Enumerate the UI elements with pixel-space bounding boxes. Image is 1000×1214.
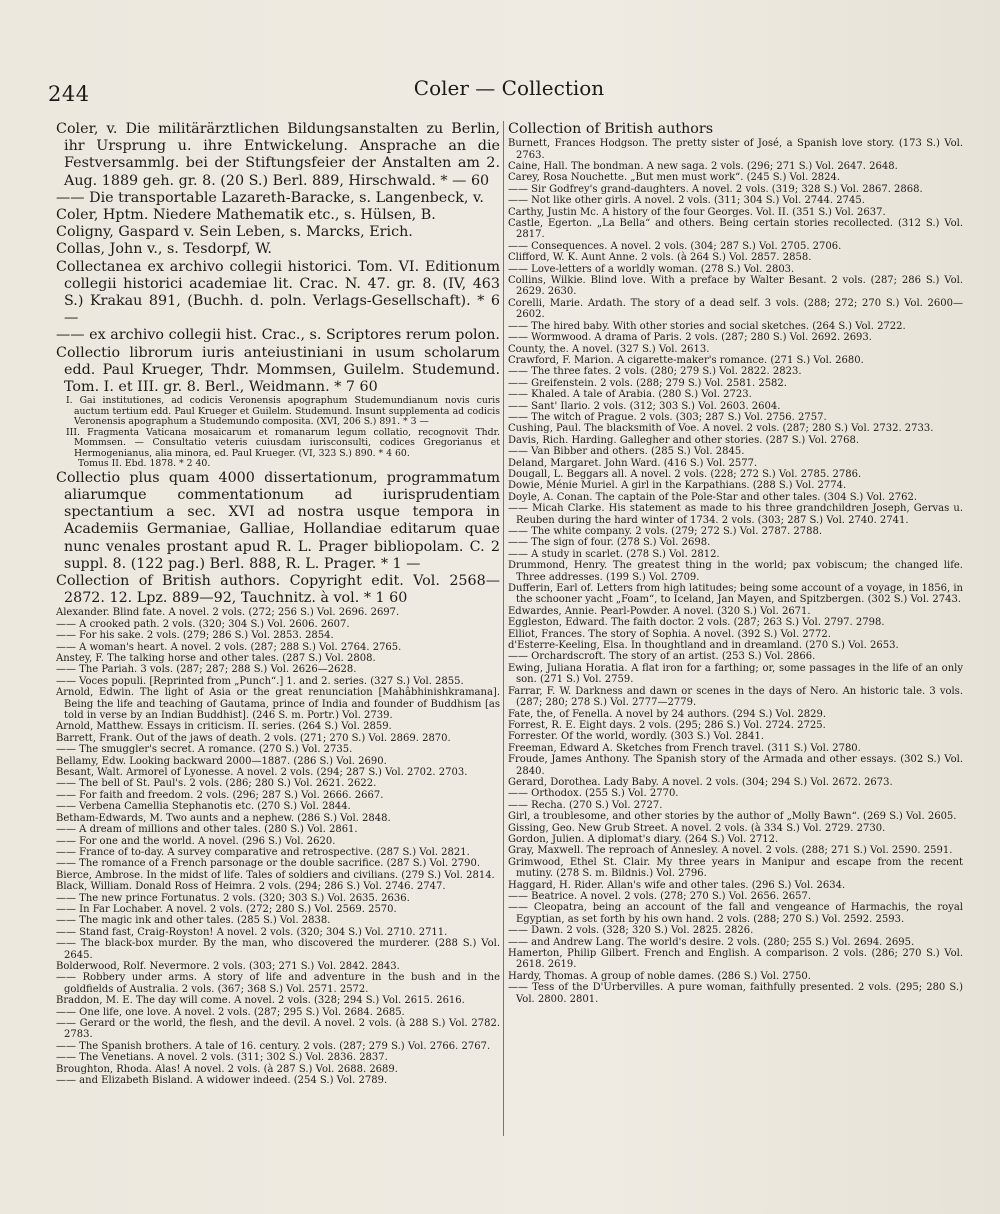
- index-entry: —— Orchardscroft. The story of an artist. (253 S.) Vol. 2866.: [508, 651, 816, 663]
- index-entry: d'Esterre-Keeling, Elsa. In thoughtland and in dreamland. (270 S.) Vol. 2653.: [508, 640, 899, 652]
- index-entry: Ewing, Juliana Horatia. A flat iron for a farthing; or, some passages in the life of an only son. (271 S.) Vol. 2759.: [508, 662, 963, 686]
- index-entry: Freeman, Edward A. Sketches from French travel. (311 S.) Vol. 2780.: [508, 742, 861, 754]
- index-entry: Coler, Hptm. Niedere Mathematik etc., s. Hülsen, B.: [56, 207, 436, 224]
- index-entry: —— Wormwood. A drama of Paris. 2 vols. (287; 280 S.) Vol. 2692. 2693.: [508, 332, 872, 344]
- index-entry: Carthy, Justin Mc. A history of the four Georges. Vol. II. (351 S.) Vol. 2637.: [508, 206, 886, 218]
- index-entry: I. Gai institutiones, ad codicis Veronensis apographum Studemundianum novis curis auctum tertium edd. Paul Krueger et Guilelm. Studemund. Insunt supplementa ad codicis Veronensis apographum a Studemundo composita. (XVI, 206 S.) 891. * 3 —: [66, 395, 500, 428]
- index-entry: Farrar, F. W. Darkness and dawn or scenes in the days of Nero. An historic tale. 3 vols. (287; 280; 278 S.) Vol. 2777—2779.: [508, 685, 963, 709]
- index-entry: Davis, Rich. Harding. Gallegher and other stories. (287 S.) Vol. 2768.: [508, 434, 860, 446]
- index-entry: —— The three fates. 2 vols. (280; 279 S.) Vol. 2822. 2823.: [508, 366, 802, 378]
- index-entry: —— Greifenstein. 2 vols. (288; 279 S.) Vol. 2581. 2582.: [508, 377, 787, 389]
- index-entry: —— Gerard or the world, the flesh, and the devil. A novel. 2 vols. (à 288 S.) Vol. 2782. 2783.: [56, 1018, 500, 1041]
- index-entry: Coligny, Gaspard v. Sein Leben, s. Marcks, Erich.: [56, 224, 413, 241]
- index-entry: —— Cleopatra, being an account of the fall and vengeance of Harmachis, the royal Egyptian, as set forth by his own hand. 2 vols. (288; 270 S.) Vol. 2592. 2593.: [508, 902, 963, 925]
- index-entry: Carey, Rosa Nouchette. „But men must work“. (245 S.) Vol. 2824.: [508, 172, 841, 184]
- index-entry: —— The sign of four. (278 S.) Vol. 2698.: [508, 537, 711, 549]
- index-entry: —— The witch of Prague. 2 vols. (303; 287 S.) Vol. 2756. 2757.: [508, 411, 827, 423]
- index-entry: Girl, a troublesome, and other stories by the author of „Molly Bawn“. (269 S.) Vol. 2605.: [508, 811, 957, 823]
- index-entry: —— A crooked path. 2 vols. (320; 304 S.) Vol. 2606. 2607.: [56, 618, 350, 630]
- index-entry: Broughton, Rhoda. Alas! A novel. 2 vols. (à 287 S.) Vol. 2688. 2689.: [56, 1063, 398, 1075]
- index-entry: Eggleston, Edward. The faith doctor. 2 vols. (287; 263 S.) Vol. 2797. 2798.: [508, 617, 885, 629]
- index-entry: —— The white company. 2 vols. (279; 272 S.) Vol. 2787. 2788.: [508, 526, 823, 538]
- index-entry: —— Die transportable Lazareth-Baracke, s. Langenbeck, v.: [56, 189, 484, 206]
- index-entry: —— One life, one love. A novel. 2 vols. (287; 295 S.) Vol. 2684. 2685.: [56, 1006, 405, 1018]
- index-entry: —— The Venetians. A novel. 2 vols. (311; 302 S.) Vol. 2836. 2837.: [56, 1052, 388, 1064]
- index-entry: —— Consequences. A novel. 2 vols. (304; 287 S.) Vol. 2705. 2706.: [508, 240, 842, 252]
- index-entry: —— The Pariah. 3 vols. (287; 287; 288 S.) Vol. 2626—2628.: [56, 664, 357, 676]
- index-entry: Collectanea ex archivo collegii historici. Tom. VI. Editionum collegii historici academiae lit. Crac. N. 47. gr. 8. (IV, 463 S.) Krakau 891, (Buchh. d. poln. Verlags-Gesellschaft). * 6 —: [56, 258, 500, 327]
- index-entry: Fate, the, of Fenella. A novel by 24 authors. (294 S.) Vol. 2829.: [508, 708, 827, 720]
- index-entry: Froude, James Anthony. The Spanish story of the Armada and other essays. (302 S.) Vol. 2840.: [508, 754, 963, 777]
- index-entry: Elliot, Frances. The story of Sophia. A novel. (392 S.) Vol. 2772.: [508, 628, 831, 640]
- index-entry: —— Recha. (270 S.) Vol. 2727.: [508, 799, 663, 811]
- right-column: [508, 121, 963, 1141]
- index-entry: Collins, Wilkie. Blind love. With a preface by Walter Besant. 2 vols. (287; 286 S.) Vol. 2629. 2630.: [508, 275, 963, 298]
- index-entry: —— and Andrew Lang. The world's desire. 2 vols. (280; 255 S.) Vol. 2694. 2695.: [508, 936, 915, 948]
- index-entry: Gordon, Julien. A diplomat's diary. (264 S.) Vol. 2712.: [508, 833, 779, 845]
- index-entry: —— Verbena Camellia Stephanotis etc. (270 S.) Vol. 2844.: [56, 801, 351, 813]
- index-entry: Deland, Margaret. John Ward. (416 S.) Vol. 2577.: [508, 457, 758, 469]
- index-entry: Forrest, R. E. Eight days. 2 vols. (295; 286 S.) Vol. 2724. 2725.: [508, 719, 826, 731]
- index-entry: —— For his sake. 2 vols. (279; 286 S.) Vol. 2853. 2854.: [56, 630, 334, 642]
- index-entry: —— The new prince Fortunatus. 2 vols. (320; 303 S.) Vol. 2635. 2636.: [56, 892, 410, 904]
- index-entry: —— In Far Lochaber. A novel. 2 vols. (272; 280 S.) Vol. 2569. 2570.: [56, 903, 397, 915]
- index-entry: Clifford, W. K. Aunt Anne. 2 vols. (à 264 S.) Vol. 2857. 2858.: [508, 252, 812, 264]
- index-entry: Arnold, Edwin. The light of Asia or the great renunciation [Mahâbhinishkramana]. Being the life and teaching of Gautama, prince of India and founder of Buddhism [as told in verse by an Indian Buddhist]. (246 S. m. Portr.) Vol. 2739.: [56, 687, 500, 722]
- index-entry: Grimwood, Ethel St. Clair. My three years in Manipur and escape from the recent mutiny. (278 S. m. Bildnis.) Vol. 2796.: [508, 856, 963, 880]
- index-entry: Betham-Edwards, M. Two aunts and a nephew. (286 S.) Vol. 2848.: [56, 812, 391, 824]
- index-entry: Gray, Maxwell. The reproach of Annesley. A novel. 2 vols. (288; 271 S.) Vol. 2590. 2591.: [508, 845, 953, 857]
- index-entry: —— Voces populi. [Reprinted from „Punch“.] 1. and 2. series. (327 S.) Vol. 2855.: [56, 675, 464, 687]
- index-entry: —— and Elizabeth Bisland. A widower indeed. (254 S.) Vol. 2789.: [56, 1075, 388, 1087]
- index-entry: —— For one and the world. A novel. (296 S.) Vol. 2620.: [56, 835, 336, 847]
- index-entry: Tomus II. Ebd. 1878. * 2 40.: [78, 458, 211, 470]
- index-entry: Forrester. Of the world, wordly. (303 S.) Vol. 2841.: [508, 731, 765, 743]
- index-entry: Collectio plus quam 4000 dissertationum, programmatum aliarumque commentationum ad iurisprudentiam spectantium a sec. XVI ad nostra usque tempora in Academiis Germaniae, Galliae, Hollandiae editarum quae nunc venales prostant apud R. L. Prager bibliopolam. C. 2 suppl. 8. (122 pag.) Berl. 888, R. L. Prager. * 1 —: [56, 469, 500, 572]
- index-entry: Black, William. Donald Ross of Heimra. 2 vols. (294; 286 S.) Vol. 2746. 2747.: [56, 881, 446, 893]
- index-entry: Castle, Egerton. „La Bella“ and others. Being certain stories recollected. (312 S.) Vol. 2817.: [508, 218, 963, 241]
- index-entry: —— The smuggler's secret. A romance. (270 S.) Vol. 2735.: [56, 744, 353, 756]
- index-entry: Collas, John v., s. Tesdorpf, W.: [56, 241, 272, 258]
- index-entry: Dowie, Ménie Muriel. A girl in the Karpathians. (288 S.) Vol. 2774.: [508, 480, 847, 492]
- index-entry: —— Not like other girls. A novel. 2 vols. (311; 304 S.) Vol. 2744. 2745.: [508, 195, 865, 207]
- index-entry: —— Stand fast, Craig-Royston! A novel. 2 vols. (320; 304 S.) Vol. 2710. 2711.: [56, 926, 448, 938]
- index-entry: Gerard, Dorothea. Lady Baby. A novel. 2 vols. (304; 294 S.) Vol. 2672. 2673.: [508, 776, 893, 788]
- index-entry: —— Robbery under arms. A story of life and adventure in the bush and in the goldfields of Australia. 2 vols. (367; 368 S.) Vol. 2571. 2572.: [56, 972, 500, 995]
- index-entry: Braddon, M. E. The day will come. A novel. 2 vols. (328; 294 S.) Vol. 2615. 2616.: [56, 995, 465, 1007]
- index-entry: —— The romance of a French parsonage or the double sacrifice. (287 S.) Vol. 2790.: [56, 858, 481, 870]
- index-entry: —— A study in scarlet. (278 S.) Vol. 2812.: [508, 548, 720, 560]
- index-entry: Drummond, Henry. The greatest thing in the world; pax vobiscum; the changed life. Three addresses. (199 S.) Vol. 2709.: [508, 560, 963, 583]
- index-entry: —— Dawn. 2 vols. (328; 320 S.) Vol. 2825. 2826.: [508, 925, 754, 937]
- index-entry: Cushing, Paul. The blacksmith of Voe. A novel. 2 vols. (287; 280 S.) Vol. 2732. 2733.: [508, 423, 934, 435]
- index-entry: —— Beatrice. A novel. 2 vols. (278; 270 S.) Vol. 2656. 2657.: [508, 891, 812, 903]
- index-entry: Dufferin, Earl of. Letters from high latitudes; being some account of a voyage, in 1856, in the schooner yacht „Foam“, to Iceland, Jan Mayen, and Spitzbergen. (302 S.) Vol. 2743.: [508, 583, 963, 606]
- index-entry: III. Fragmenta Vaticana mosaicarum et romanarum legum collatio, recognovit Thdr. Mommsen. — Consultatio veteris cuiusdam iurisconsulti, codices Gregorianus et Hermogenianus, alia minora, ed. Paul Krueger. (VI, 323 S.) 890. * 4 60.: [66, 426, 500, 459]
- column-divider: [503, 121, 504, 1136]
- index-entry: Anstey, F. The talking horse and other tales. (287 S.) Vol. 2808.: [56, 653, 376, 664]
- index-entry: County, the. A novel. (327 S.) Vol. 2613.: [508, 343, 710, 355]
- index-entry: —— The black-box murder. By the man, who discovered the murderer. (288 S.) Vol. 2645.: [56, 938, 500, 961]
- index-entry: —— A woman's heart. A novel. 2 vols. (287; 288 S.) Vol. 2764. 2765.: [56, 641, 402, 653]
- index-entry: Gissing, Geo. New Grub Street. A novel. 2 vols. (à 334 S.) Vol. 2729. 2730.: [508, 822, 886, 834]
- running-head: Coler — Collection: [413, 76, 605, 100]
- index-entry: Crawford, F. Marion. A cigarette-maker's romance. (271 S.) Vol. 2680.: [508, 354, 864, 366]
- index-entry: —— Sir Godfrey's grand-daughters. A novel. 2 vols. (319; 328 S.) Vol. 2867. 2868.: [508, 183, 923, 195]
- index-entry: —— For faith and freedom. 2 vols. (296; 287 S.) Vol. 2666. 2667.: [56, 789, 384, 801]
- index-entry: Hardy, Thomas. A group of noble dames. (286 S.) Vol. 2750.: [508, 970, 811, 982]
- index-entry: Corelli, Marie. Ardath. The story of a dead self. 3 vols. (288; 272; 270 S.) Vol. 2600—2602.: [508, 297, 963, 321]
- index-entry: —— The Spanish brothers. A tale of 16. century. 2 vols. (287; 279 S.) Vol. 2766. 2767.: [56, 1040, 491, 1052]
- index-entry: —— Love-letters of a worldly woman. (278 S.) Vol. 2803.: [508, 263, 795, 275]
- index-entry: Bellamy, Edw. Looking backward 2000—1887. (286 S.) Vol. 2690.: [56, 755, 387, 767]
- index-entry: —— Sant' Ilario. 2 vols. (312; 303 S.) Vol. 2603. 2604.: [508, 400, 781, 412]
- index-entry: Alexander. Blind fate. A novel. 2 vols. (272; 256 S.) Vol. 2696. 2697.: [56, 607, 400, 619]
- index-entry: —— Van Bibber and others. (285 S.) Vol. 2845.: [508, 446, 745, 458]
- index-entry: Haggard, H. Rider. Allan's wife and other tales. (296 S.) Vol. 2634.: [508, 879, 846, 891]
- index-entry: Caine, Hall. The bondman. A new saga. 2 vols. (296; 271 S.) Vol. 2647. 2648.: [508, 161, 898, 173]
- index-entry: Bierce, Ambrose. In the midst of life. Tales of soldiers and civilians. (279 S.) Vol. 2814.: [56, 869, 495, 881]
- index-entry: —— Micah Clarke. His statement as made to his three grandchildren Joseph, Gervas u. Reuben during the hard winter of 1734. 2 vols. (303; 287 S.) Vol. 2740. 2741.: [508, 503, 963, 526]
- index-entry: Collection of British authors: [508, 121, 714, 137]
- index-entry: Besant, Walt. Armorel of Lyonesse. A novel. 2 vols. (294; 287 S.) Vol. 2702. 2703.: [56, 767, 468, 779]
- index-entry: —— Tess of the D'Urbervilles. A pure woman, faithfully presented. 2 vols. (295; 280 S.) Vol. 2800. 2801.: [508, 982, 963, 1005]
- index-entry: —— The hired baby. With other stories and social sketches. (264 S.) Vol. 2722.: [508, 320, 906, 332]
- index-entry: —— Orthodox. (255 S.) Vol. 2770.: [508, 788, 679, 800]
- index-entry: Doyle, A. Conan. The captain of the Pole-Star and other tales. (304 S.) Vol. 2762.: [508, 491, 918, 503]
- index-entry: Arnold, Matthew. Essays in criticism. II. series. (264 S.) Vol. 2859.: [56, 721, 392, 733]
- page-number: 244: [48, 82, 90, 106]
- index-entry: Hamerton, Philip Gilbert. French and English. A comparison. 2 vols. (286; 270 S.) Vol. 2618. 2619.: [508, 948, 963, 971]
- index-entry: —— The bell of St. Paul's. 2 vols. (286; 280 S.) Vol. 2621. 2622.: [56, 778, 377, 790]
- index-entry: —— France of to-day. A survey comparative and retrospective. (287 S.) Vol. 2821.: [56, 846, 470, 858]
- index-entry: Bolderwood, Rolf. Nevermore. 2 vols. (303; 271 S.) Vol. 2842. 2843.: [56, 960, 400, 972]
- index-entry: Edwardes, Annie. Pearl-Powder. A novel. (320 S.) Vol. 2671.: [508, 605, 811, 617]
- index-entry: —— ex archivo collegii hist. Crac., s. Scriptores rerum polon.: [56, 327, 500, 344]
- index-entry: Barrett, Frank. Out of the jaws of death. 2 vols. (271; 270 S.) Vol. 2869. 2870.: [56, 732, 451, 744]
- index-entry: Collection of British authors. Copyright edit. Vol. 2568—2872. 12. Lpz. 889—92, Tauchnitz. à vol. * 1 60: [56, 572, 500, 607]
- index-entry: Dougall, L. Beggars all. A novel. 2 vols. (228; 272 S.) Vol. 2785. 2786.: [508, 468, 862, 480]
- index-entry: —— The magic ink and other tales. (285 S.) Vol. 2838.: [56, 915, 331, 927]
- index-entry: —— A dream of millions and other tales. (280 S.) Vol. 2861.: [56, 824, 358, 836]
- left-column: [56, 121, 500, 1141]
- index-entry: Coler, v. Die militärärztlichen Bildungsanstalten zu Berlin, ihr Ursprung u. ihre Entwickelung. Ansprache an die Festversammlg. bei der Stiftungsfeier der Anstalten am 2. Aug. 1889 geh. gr. 8. (20 S.) Berl. 889, Hirschwald. * — 60: [56, 121, 500, 189]
- index-entry: —— Khaled. A tale of Arabia. (280 S.) Vol. 2723.: [508, 389, 752, 401]
- index-entry: Collectio librorum iuris anteiustiniani in usum scholarum edd. Paul Krueger, Thdr. Mommsen, Guilelm. Studemund. Tom. I. et III. gr. 8. Berl., Weidmann. * 7 60: [56, 344, 500, 396]
- index-entry: Burnett, Frances Hodgson. The pretty sister of José, a Spanish love story. (173 S.) Vol. 2763.: [508, 138, 963, 161]
